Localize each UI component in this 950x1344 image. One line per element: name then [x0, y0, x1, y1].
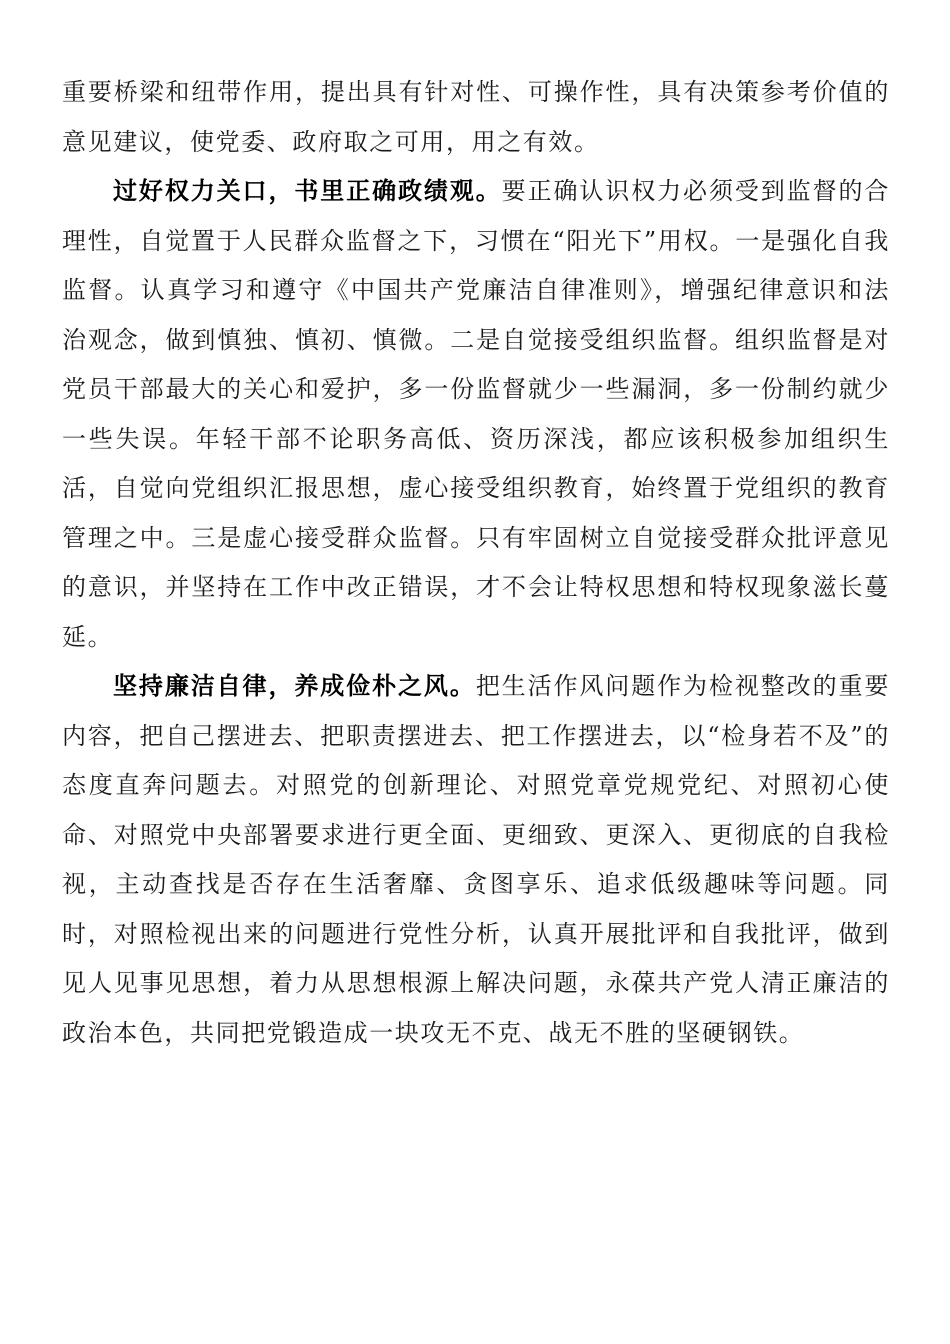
- paragraph-body: 要正确认识权力必须受到监督的合理性，自觉置于人民群众监督之下，习惯在“阳光下”用权。一是强化自我监督。认真学习和遵守《中国共产党廉洁自律准则》，增强纪律意识和法治观念，做到慎独、慎初、慎微。二是自觉接受组织监督。组织监督是对党员干部最大的关心和爱护，多一份监督就少一些漏洞，多一份制约就少一些失误。年轻干部不论职务高低、资历深浅，都应该积极参加组织生活，自觉向党组织汇报思想，虚心接受组织教育，始终置于党组织的教育管理之中。三是虚心接受群众监督。只有牢固树立自觉接受群众批评意见的意识，并坚持在工作中改正错误，才不会让特权思想和特权现象滋长蔓延。: [62, 177, 890, 651]
- paragraph-continuation: [62, 68, 890, 167]
- paragraph-heading: 过好权力关口，书里正确政绩观。: [113, 177, 502, 205]
- paragraph-body: 重要桥梁和纽带作用，提出具有针对性、可操作性，具有决策参考价值的意见建议，使党委、政府取之可用，用之有效。: [62, 78, 890, 156]
- document-body: [62, 68, 890, 1058]
- paragraph-body: 把生活作风问题作为检视整改的重要内容，把自己摆进去、把职责摆进去、把工作摆进去，以“检身若不及”的态度直奔问题去。对照党的创新理论、对照党章党规党纪、对照初心使命、对照党中央部署要求进行更全面、更细致、更深入、更彻底的自我检视，主动查找是否存在生活奢靡、贪图享乐、追求低级趣味等问题。同时，对照检视出来的问题进行党性分析，认真开展批评和自我批评，做到见人见事见思想，着力从思想根源上解决问题，永葆共产党人清正廉洁的政治本色，共同把党锻造成一块攻无不克、战无不胜的坚硬钢铁。: [62, 672, 890, 1047]
- paragraph-heading: 坚持廉洁自律，养成俭朴之风。: [113, 672, 476, 700]
- paragraph-power-supervision: [62, 167, 890, 662]
- paragraph-integrity-frugality: [62, 662, 890, 1058]
